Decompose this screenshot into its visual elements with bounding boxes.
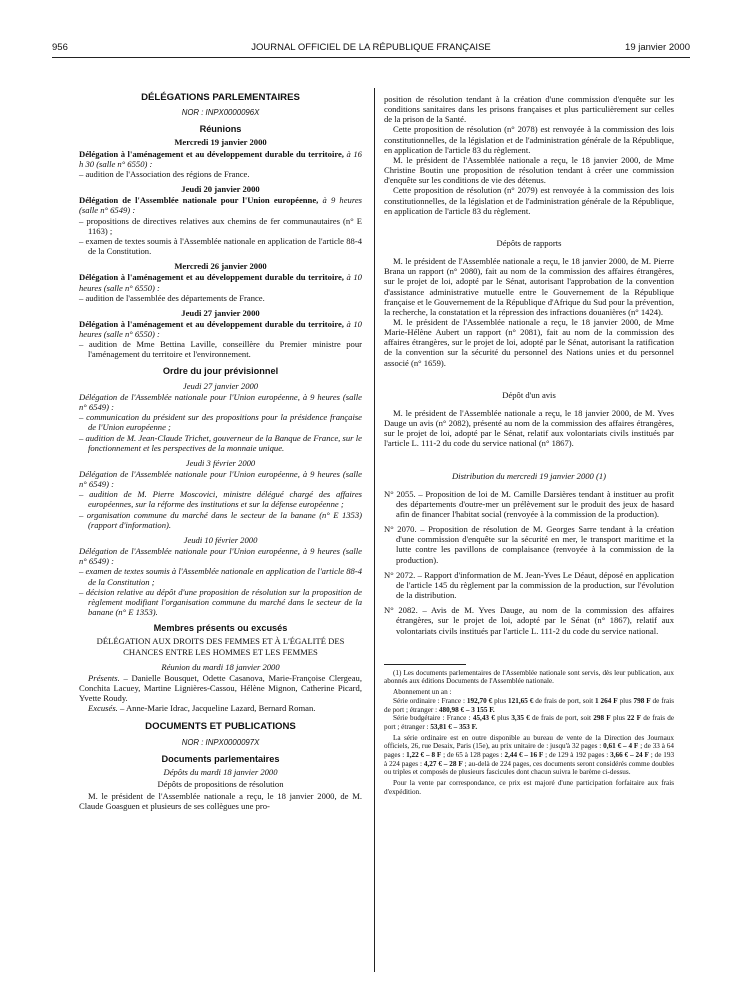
presents-label: Présents. [88,672,120,683]
distribution-entry: N° 2055. – Proposition de loi de M. Camille Darsières tendant à instituer au profit des départements d'outre-mer un prélèvement sur le produit des jeux de hasard afin de financer l'habitat social (renvoyée à la commission de la production). [384,488,674,519]
agenda-item: – décision relative au dépôt d'une proposition de résolution sur la proposition de règlement modifiant l'organisation commune du marché dans le secteur de la banane (n° E 1353). [79,586,362,618]
price-text: ; de 65 à 128 pages : [441,751,505,760]
distribution-entry: N° 2070. – Proposition de résolution de M. Georges Sarre tendant à la création d'une commission d'enquête sur la sécurité en mer, le transport maritime et la lutte contre les pavillons de complaisance (renvoyée à la commission de la production). [384,524,674,565]
price-value: 480,98 € – 3 155 F. [438,705,495,714]
meeting-date: Jeudi 27 janvier 2000 [181,307,260,318]
paragraph: M. le président de l'Assemblée nationale a reçu, le 18 janvier 2000, de M. Yves Dauge un avis (n° 2082), présenté au nom de la commission des affaires étrangères, sur le projet de loi, adopté par le Sénat, relatif aux volontariats civils institués par l'article L. 111-2 du code du service national (n° 1867). [384,407,674,449]
page-header [52,42,690,56]
nor-reference-delegations: NOR : INPX0000096X [181,108,260,118]
agenda-item: – communication du président sur des propositions pour la présidence française de l'Union européenne ; [79,412,362,433]
paragraph: M. le président de l'Assemblée nationale a reçu, le 18 janvier 2000, de Mme Marie-Hélène Aubert un rapport (n° 2081), fait au nom de la commission des affaires étrangères, sur le projet de loi, adopté par le Sénat, autorisant la ratification de la convention sur la sécurité du personnel des Nations unies et du personnel associé (n° 1659). [384,316,674,368]
distribution-entry: N° 2082. – Avis de M. Yves Dauge, au nom de la commission des affaires étrangères, sur le projet de loi, adopté par le Sénat (n° 1867), relatif aux volontariats civils institués par l'article L. 111-2 du code du service national. [384,605,674,636]
agenda-date: Jeudi 27 janvier 2000 [182,380,259,391]
footnote-price-ordinaire [384,697,674,714]
session-body: Délégation à l'aménagement et au développement durable du territoire, [79,318,344,329]
distribution-entry: N° 2072. – Rapport d'information de M. Jean-Yves Le Déaut, déposé en application de l'article 145 du règlement par la commission de la production, sur l'évolution de la distribution. [384,569,674,601]
footnote-unit-prices [384,734,674,778]
price-value: 192,70 € [466,696,493,705]
meeting-session [79,149,362,169]
price-text: plus [494,714,512,723]
price-text: plus [610,714,628,723]
journal-title: JOURNAL OFFICIEL DE LA RÉPUBLIQUE FRANÇAISE [251,42,491,53]
footnote: (1) Les documents parlementaires de l'Assemblée nationale sont servis, dès leur publication, aux abonnés aux éditions Documents de l'Assemblée nationale. [384,668,674,686]
session-body: Délégation à l'aménagement et au développement durable du territoire, [79,148,344,159]
reunion-date: Réunion du mardi 18 janvier 2000 [161,661,280,672]
price-text: de frais de port, soit [533,696,596,705]
nor-reference-documents: NOR : INPX0000097X [181,737,260,747]
meeting-date: Mercredi 19 janvier 2000 [174,137,267,148]
agenda-item: – examen de textes soumis à l'Assemblée nationale en application de l'article 88-4 de la Constitution. [79,235,362,257]
price-text: plus [617,696,634,705]
agenda-intro: Délégation de l'Assemblée nationale pour l'Union européenne, à 9 heures (salle n° 6549) : [79,469,362,490]
price-text: ; de 193 à 224 pages : [384,751,675,768]
session-body: Délégation de l'Assemblée nationale pour l'Union européenne, [79,195,319,206]
presents-names: – Danielle Bousquet, Odette Casanova, Marie-Françoise Clergeau, Conchita Lacuey, Martine Lignières-Cassou, Hélène Mignon, Catherine Picard, Yvette Roudy. [79,672,362,704]
agenda-intro: Délégation de l'Assemblée nationale pour l'Union européenne, à 9 heures (salle n° 6549) : [79,391,362,413]
excuses-label: Excusés. [88,703,118,714]
subsection-title-reunions: Réunions [199,124,242,135]
footnote-rule [384,664,466,665]
session-body: Délégation à l'aménagement et au développement durable du territoire, [79,272,344,283]
price-text: de frais de port ; étranger : [384,696,675,714]
section-title-documents: DOCUMENTS ET PUBLICATIONS [145,721,296,733]
agenda-item: – examen de textes soumis à l'Assemblée nationale en application de l'article 88-4 de la Constitution ; [79,566,362,587]
price-value: 4,27 € – 28 F [423,759,463,768]
depots-date: Dépôts du mardi 18 janvier 2000 [163,766,278,777]
meeting-date: Mercredi 26 janvier 2000 [174,261,267,272]
excuses-list [79,703,362,713]
page-number: 956 [52,42,68,53]
subsection-title-membres: Membres présents ou excusés [153,623,288,634]
paragraph: M. le président de l'Assemblée nationale a reçu, le 18 janvier 2000, de Mme Christine Boutin une proposition de résolution tendant à créer une commission d'enquête sur les conditions de vie des détenus. [384,154,674,186]
agenda-item: – audition de M. Pierre Moscovici, ministre délégué chargé des affaires européennes, sur la réforme des institutions et sur la défense européenne ; [79,489,362,510]
meeting-session [79,272,362,292]
paragraph: Cette proposition de résolution (n° 2078) est renvoyée à la commission des lois constitutionnelles, de la législation et de l'administration générale de la République, en application de l'article 83 du règlement. [384,124,674,155]
paragraph: M. le président de l'Assemblée nationale a reçu, le 18 janvier 2000, de M. Claude Goasguen et plusieurs de ses collègues une pro- [79,791,362,812]
meeting-date: Jeudi 20 janvier 2000 [181,184,260,195]
agenda-item: – audition de M. Jean-Claude Trichet, gouverneur de la Banque de France, sur le fonctionnement et les perspectives de la monnaie unique. [79,432,362,453]
price-value: 1 264 F [595,696,618,705]
session-time: à 9 heures (salle n° 6549) : [79,195,363,216]
price-value: 3,35 € [511,714,530,723]
price-text: La série ordinaire est en outre disponible au bureau de vente de la Direction des Journaux officiels, 26, rue Desaix, Paris (15e), au prix unitaire de : jusqu'à 32 pages : [384,733,674,751]
price-value: 798 F [633,696,651,705]
agenda-item: – audition de l'Association des régions de France. [79,168,250,179]
excuses-names: – Anne-Marie Idrac, Jacqueline Lazard, Bernard Roman. [117,703,316,714]
delegation-name: DÉLÉGATION AUX DROITS DES FEMMES ET À L'ÉGALITÉ DES CHANCES ENTRE LES HOMMES ET LES FEMMES [96,636,345,657]
meeting-session [79,195,362,215]
price-text: ; de 33 à 64 pages : [384,742,674,760]
price-value: 53,81 € – 353 F. [430,722,478,731]
price-value: 121,65 € [508,696,534,705]
paragraph: Cette proposition de résolution (n° 2079) est renvoyée à la commission des lois constitutionnelles, de la législation et de l'administration générale de la République, en application de l'article 83 du règlement. [384,185,674,216]
footnote-mail-order: Pour la vente par correspondance, ce prix est majoré d'une participation forfaitaire aux frais d'expédition. [384,779,674,796]
paragraph: position de résolution tendant à la création d'une commission d'enquête sur les conditions sanitaires dans les prisons françaises et plus particulièrement sur celles de la prison de la Santé. [384,94,674,125]
subsection-title-ordre: Ordre du jour prévisionnel [162,365,279,376]
price-value: 22 F [627,714,641,723]
price-text: Série budgétaire : France : [393,714,473,723]
agenda-item: – propositions de directives relatives aux chemins de fer communautaires (n° E 1163) ; [79,215,362,236]
agenda-item: – audition de l'assemblée des départements de France. [79,292,265,303]
section-title-delegations: DÉLÉGATIONS PARLEMENTAIRES [141,92,300,103]
price-value: 1,22 € – 8 F [406,751,442,760]
footnote-price-budgetaire [384,714,674,731]
price-text: plus [492,696,509,705]
agenda-date: Jeudi 3 février 2000 [185,457,256,468]
header-rule [52,57,690,58]
right-column [384,94,674,797]
price-value: 3,66 € – 24 F [610,751,649,760]
meeting-session [79,319,362,339]
agenda-item: – organisation commune du marché dans le secteur de la banane (n° E 1353) (rapport d'information). [79,509,362,530]
agenda-item: – audition de Mme Bettina Laville, conseillère du Premier ministre pour l'aménagement du territoire et l'environnement. [79,339,362,360]
heading-depots-rapports: Dépôts de rapports [496,237,562,248]
depots-heading: Dépôts de propositions de résolution [157,779,284,790]
price-text: ; de 129 à 192 pages : [543,751,611,760]
session-time: à 16 h 30 (salle n° 6550) : [79,148,362,169]
price-text: de frais de port, soit [529,714,594,723]
presents-list [79,673,362,703]
heading-depot-avis: Dépôt d'un avis [502,389,556,400]
column-divider [374,88,375,972]
subsection-title-docparl: Documents parlementaires [161,753,280,764]
footnote-subscription: Abonnement un an : [393,688,452,697]
session-time: à 10 heures (salle n° 6550) : [79,272,362,293]
price-value: 2,44 € – 16 F [504,751,544,760]
heading-distribution: Distribution du mercredi 19 janvier 2000 (1) [451,470,607,481]
price-text: ; au-delà de 224 pages, ces documents seront considérés comme doubles ou triples et composés de plusieurs fascicules dont chacun suivra le barème ci-dessus. [384,759,675,777]
price-value: 0,61 € – 4 F [603,742,639,751]
price-value: 298 F [593,714,611,723]
issue-date: 19 janvier 2000 [625,42,690,53]
left-column [79,93,362,812]
price-text: Série ordinaire : France : [393,696,467,705]
paragraph: M. le président de l'Assemblée nationale a reçu, le 18 janvier 2000, de M. Pierre Brana un rapport (n° 2080), fait au nom de la commission des affaires étrangères, sur le projet de loi, adopté par le Sénat, autorisant l'approbation de la convention d'assistance administrative mutuelle entre le Gouvernement de la République française et le Gouvernement de la République d'Afrique du Sud pour la prévention, la recherche, la constatation et la répression des infractions douanières (n° 1424). [384,256,674,317]
agenda-intro: Délégation de l'Assemblée nationale pour l'Union européenne, à 9 heures (salle n° 6549) : [79,546,362,567]
price-value: 45,43 € [472,714,495,723]
session-time: à 10 heures (salle n° 6550) : [79,318,362,340]
agenda-date: Jeudi 10 février 2000 [183,534,258,545]
price-text: de frais de port ; étranger : [384,714,675,731]
